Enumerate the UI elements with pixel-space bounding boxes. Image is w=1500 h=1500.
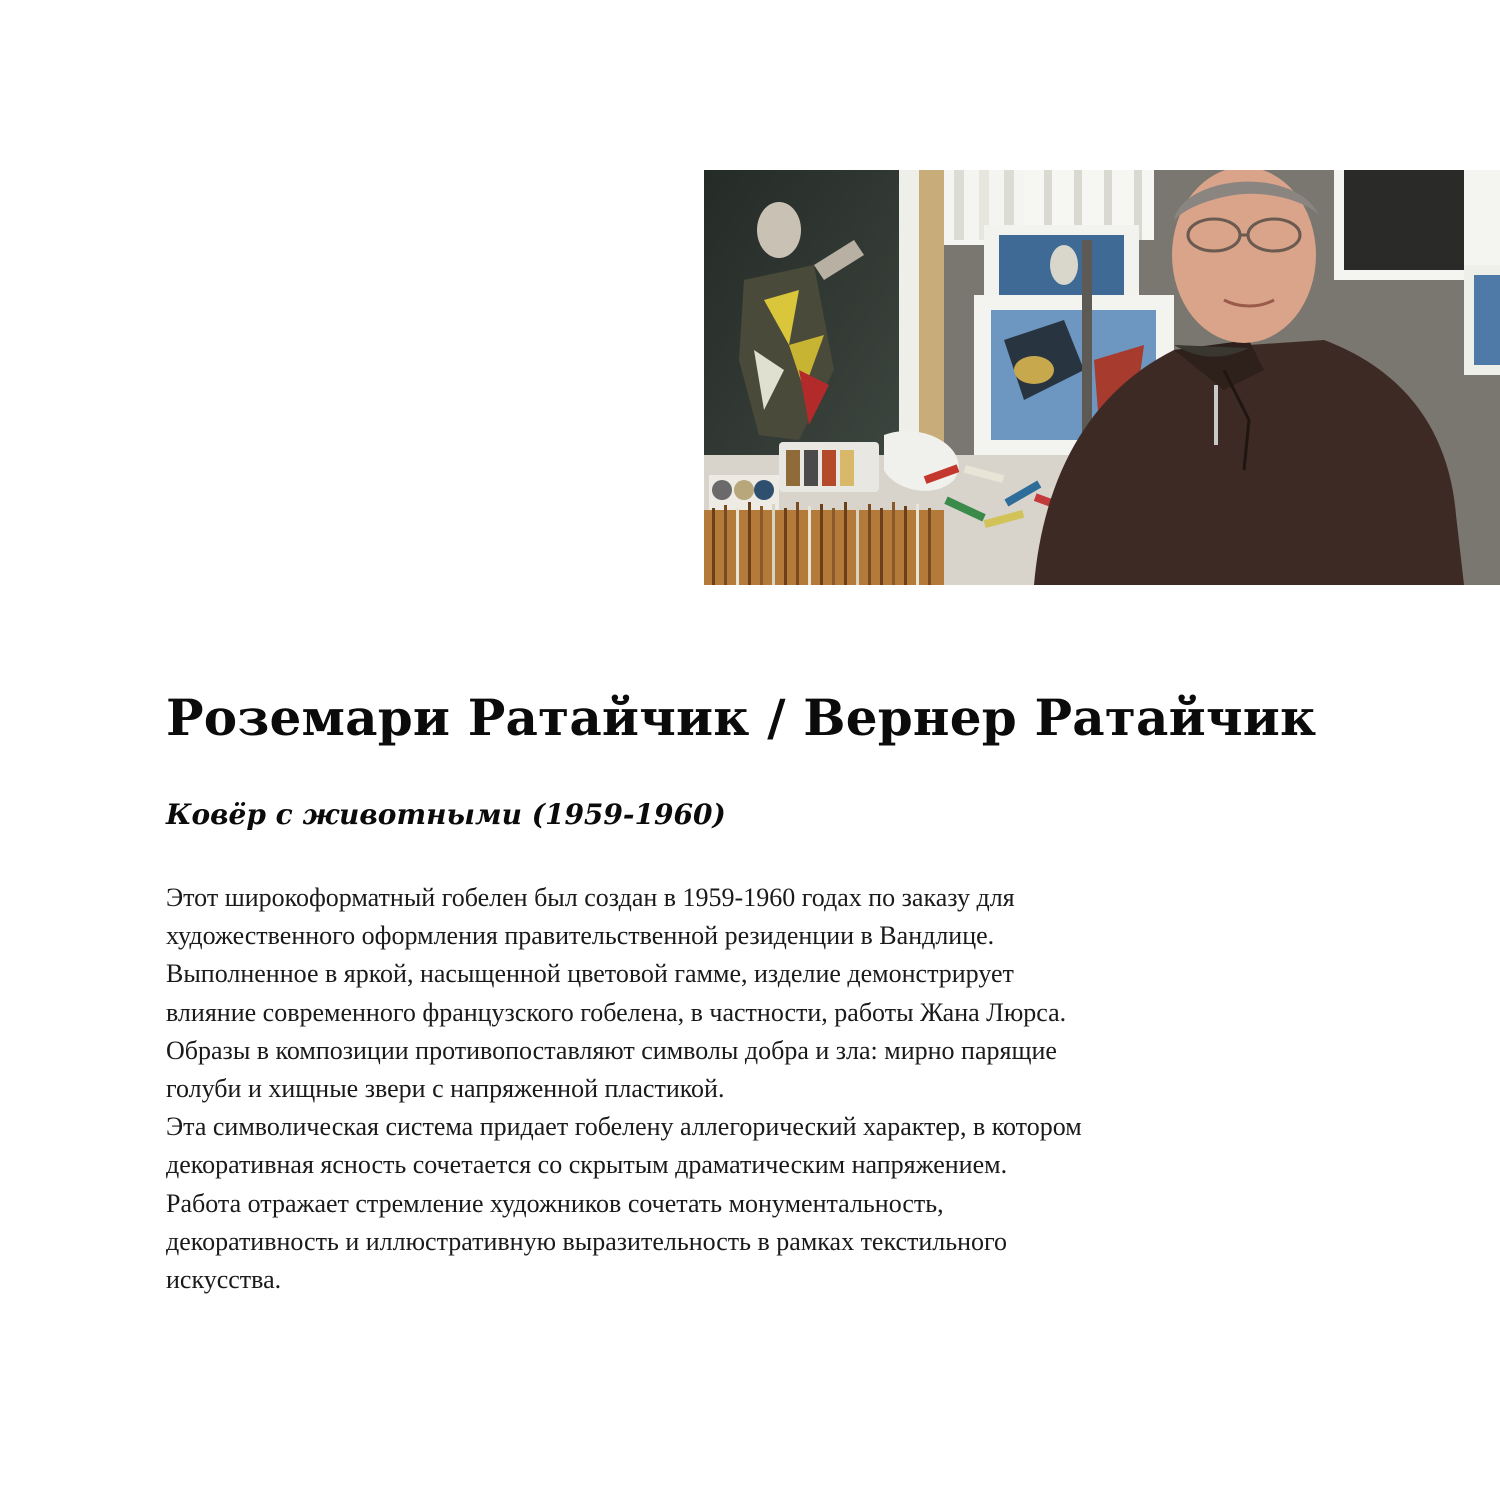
artwork-subtitle: Ковёр с животными (1959-1960) xyxy=(166,798,726,831)
description-line: декоративная ясность сочетается со скрытым драматическим напряжением. xyxy=(166,1150,1008,1180)
painting-dancer xyxy=(704,170,899,460)
description-line: декоративность и иллюстративную выразительность в рамках текстильного xyxy=(166,1226,1008,1256)
description-line: Образы в композиции противопоставляют символы добра и зла: мирно парящие xyxy=(166,1035,1057,1065)
description-line: влияние современного французского гобелена, в частности, работы Жана Люрса. xyxy=(166,997,1067,1027)
description-text xyxy=(166,879,1346,1299)
artist-studio-photo xyxy=(704,170,1500,585)
description-line: Этот широкоформатный гобелен был создан в 1959-1960 годах по заказу для xyxy=(166,883,1015,912)
description-line: художественного оформления правительственной резиденции в Вандлице. xyxy=(166,921,995,951)
description-line: искусства. xyxy=(166,1265,282,1295)
description-line: Эта символическая система придает гобелену аллегорический характер, в котором xyxy=(166,1112,1082,1142)
brushes xyxy=(704,502,944,585)
description-line: голуби и хищные звери с напряженной пластикой. xyxy=(166,1074,725,1104)
description-line: Работа отражает стремление художников сочетать монументальность, xyxy=(166,1188,944,1218)
page-title: Роземари Ратайчик / Вернер Ратайчик xyxy=(166,688,1317,747)
description-line: Выполненное в яркой, насыщенной цветовой гамме, изделие демонстрирует xyxy=(166,959,1014,989)
